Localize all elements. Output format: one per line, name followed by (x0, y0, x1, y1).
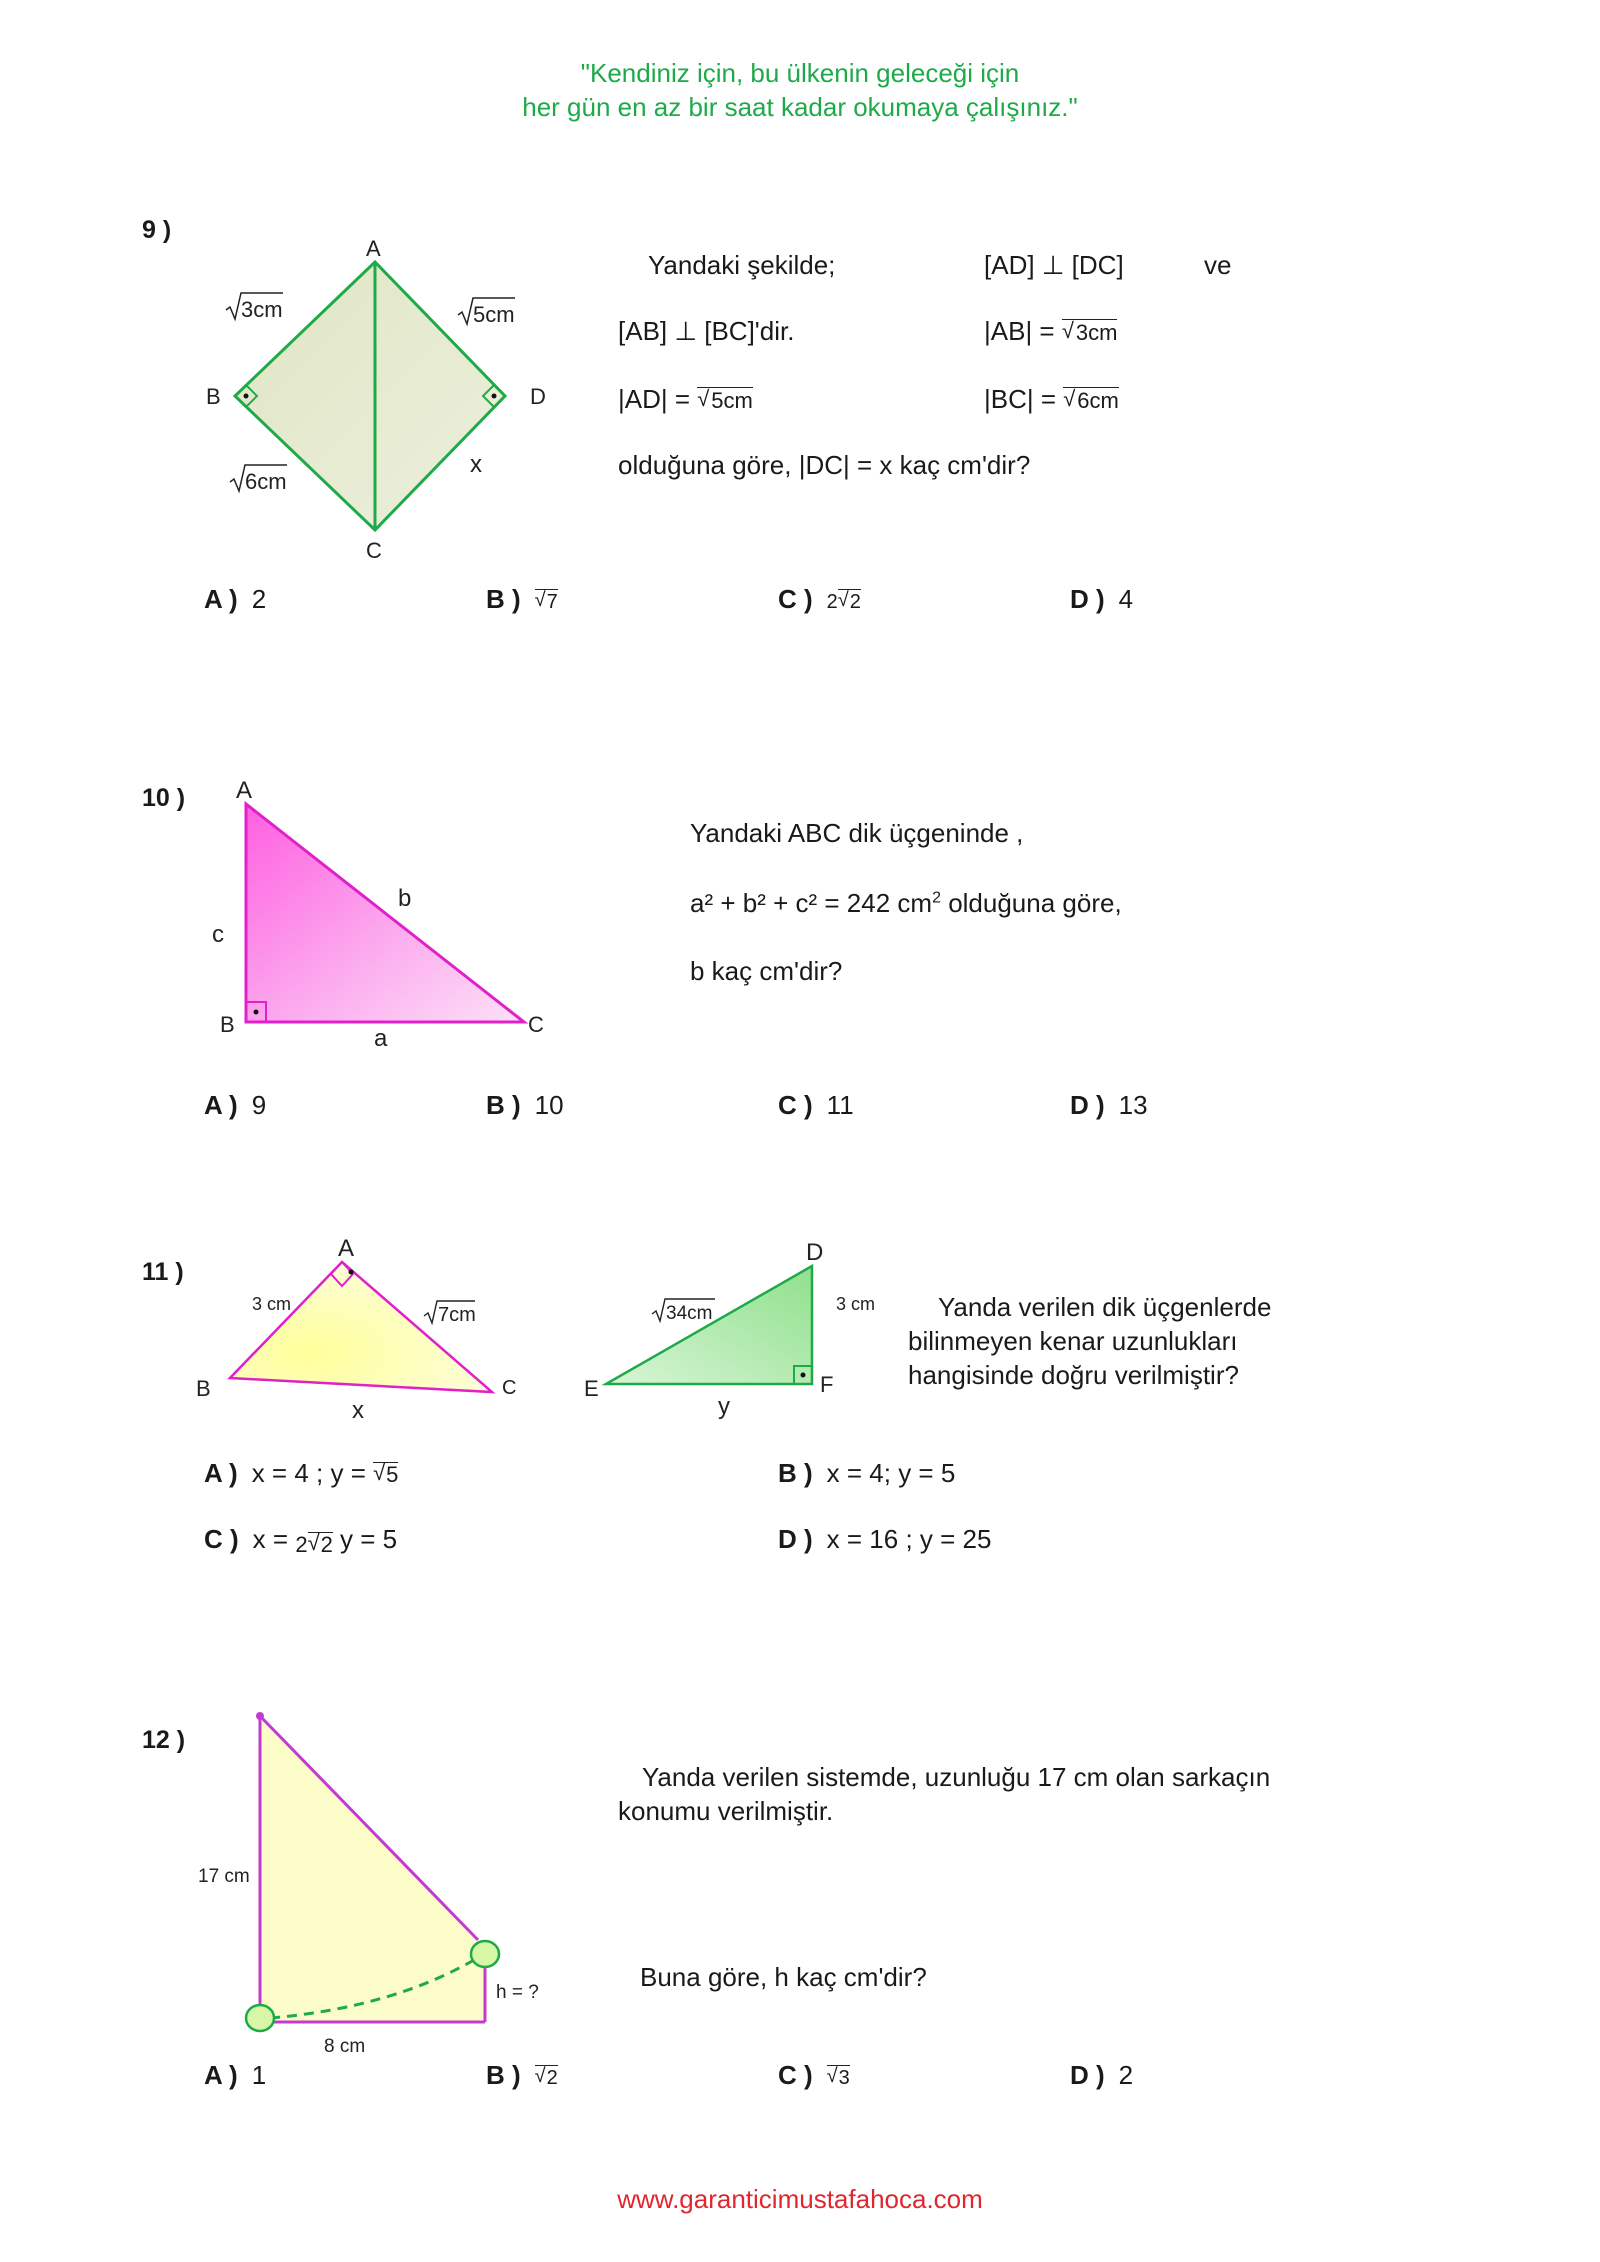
q10-option-d-value: 13 (1118, 1090, 1148, 1120)
q10-option-b-value: 10 (534, 1090, 564, 1120)
q10-text-3: b kaç cm'dir? (690, 956, 843, 986)
q9-option-a-value: 2 (251, 584, 267, 614)
q10-option-c[interactable] (778, 1090, 854, 1121)
q9-text-6-value: 5cm (711, 388, 753, 413)
q12-pivot (256, 1712, 264, 1720)
motto-line-1: "Kendiniz için, bu ülkenin geleceği için (580, 58, 1020, 88)
q9-text-5 (984, 316, 1117, 347)
q11-label-f: F (820, 1372, 834, 1397)
q11-label-a: A (338, 1235, 355, 1262)
q10-option-a[interactable] (204, 1090, 266, 1121)
q9-text-4: [AB] ⊥ [BC]'dir. (618, 316, 795, 346)
q9-option-c-radical: √ 2 (837, 589, 861, 613)
q9-option-d-letter: D ) (1070, 584, 1105, 614)
q10-option-b[interactable] (486, 1090, 564, 1121)
q10-option-a-letter: A ) (204, 1090, 238, 1120)
q9-option-c[interactable] (778, 584, 861, 615)
q9-label-a: A (366, 236, 381, 261)
q12-option-b-value: 2 (546, 2067, 558, 2089)
q10-option-b-letter: B ) (486, 1090, 521, 1120)
q10-right-angle-b-dot (254, 1010, 259, 1015)
q9-text-7-value: 6cm (1077, 388, 1119, 413)
question-12-number: 12 ) (142, 1726, 186, 1754)
question-11-number: 11 ) (142, 1258, 184, 1286)
q11-text-3: hangisinde doğru verilmiştir? (908, 1360, 1239, 1390)
q9-option-a[interactable] (204, 584, 266, 615)
q12-bob-rest (246, 2005, 274, 2031)
q9-text-6-prefix: |AD| = (618, 384, 698, 414)
q11-label-d: D (806, 1239, 824, 1266)
q9-option-b-value: 7 (546, 591, 558, 613)
q11-option-a-letter: A ) (204, 1458, 238, 1488)
q11-triangle-abc-shape (230, 1262, 492, 1392)
q11-option-c-letter: C ) (204, 1524, 239, 1554)
q10-text-2-sup: 2 (932, 889, 941, 907)
q11-option-a-radical: √ 5 (373, 1460, 399, 1487)
q9-right-angle-d-dot (492, 394, 497, 399)
q11-option-d-letter: D ) (778, 1524, 813, 1554)
q11-label-c: C (502, 1377, 517, 1399)
q11-label-b: B (196, 1376, 211, 1401)
q12-option-c-radical: √ 3 (826, 2065, 850, 2089)
q9-text-7 (984, 384, 1119, 415)
q9-text-6-radical: √ 5cm (697, 386, 753, 413)
question-9-number: 9 ) (142, 216, 172, 244)
q9-option-b[interactable] (486, 584, 558, 615)
q9-option-b-letter: B ) (486, 584, 521, 614)
q12-pendulum-area (260, 1716, 485, 2022)
q11-right-angle-a-dot (349, 1270, 354, 1275)
q10-label-c: C (528, 1012, 544, 1037)
q12-label-base: 8 cm (324, 2036, 366, 2057)
q12-text-1: Yanda verilen sistemde, uzunluğu 17 cm olan sarkaçın (642, 1762, 1271, 1792)
q11-option-c-tail: y = 5 (332, 1524, 398, 1554)
q10-label-a: A (236, 777, 253, 804)
q10-text-2 (690, 888, 1122, 919)
q11-text-1: Yanda verilen dik üçgenlerde (938, 1292, 1272, 1322)
q12-text-3: Buna göre, h kaç cm'dir? (640, 1962, 927, 1992)
q9-text-1: Yandaki şekilde; (648, 250, 836, 280)
q9-text-3: ve (1204, 250, 1232, 280)
q11-option-c-value: x = (252, 1524, 296, 1554)
q9-label-d: D (530, 384, 546, 409)
q9-text-5-value: 3cm (1075, 320, 1118, 345)
q11-triangle-def-figure (570, 1232, 900, 1432)
q11-option-a[interactable] (204, 1458, 398, 1489)
q9-option-c-letter: C ) (778, 584, 813, 614)
q11-option-b[interactable] (778, 1458, 955, 1489)
q12-option-c-letter: C ) (778, 2060, 813, 2090)
q10-triangle-figure (200, 770, 560, 1050)
q12-option-b[interactable] (486, 2060, 558, 2091)
question-10-number: 10 ) (142, 784, 186, 812)
q10-label-b: B (220, 1012, 235, 1037)
q10-text-2-main: a² + b² + c² = 242 cm (690, 888, 933, 918)
q11-label-de: 34cm (666, 1303, 713, 1324)
q10-text-1: Yandaki ABC dik üçgeninde , (690, 818, 1024, 848)
q10-option-d-letter: D ) (1070, 1090, 1105, 1120)
q11-option-b-value: x = 4; y = 5 (826, 1458, 956, 1488)
q11-option-c[interactable] (204, 1524, 397, 1555)
q11-option-b-letter: B ) (778, 1458, 813, 1488)
q11-label-ab: 3 cm (252, 1294, 292, 1314)
q9-option-c-value: 2 (849, 591, 861, 613)
q11-label-ac: 7cm (438, 1304, 476, 1326)
q12-option-a-letter: A ) (204, 2060, 238, 2090)
q10-option-a-value: 9 (251, 1090, 267, 1120)
q9-text-7-radical: √ 6cm (1063, 386, 1119, 413)
q11-option-c-radical: √ 2 (307, 1530, 333, 1557)
q9-option-d[interactable] (1070, 584, 1133, 615)
q9-option-c-coef: 2 (826, 591, 838, 613)
q9-text-5-prefix: |AB| = (984, 316, 1062, 346)
q11-option-a-value: x = 4 ; y = (251, 1458, 374, 1488)
q9-right-angle-b-dot (244, 394, 249, 399)
q12-option-c-value: 3 (838, 2067, 850, 2089)
q12-option-d[interactable] (1070, 2060, 1133, 2091)
q10-triangle-shape (246, 804, 524, 1022)
q10-text-2-tail: olduğuna göre, (940, 888, 1122, 918)
q11-label-y: y (718, 1393, 730, 1420)
q9-kite-figure (190, 228, 580, 568)
q11-option-d-value: x = 16 ; y = 25 (826, 1524, 992, 1554)
q11-option-c-rad: 2 (320, 1532, 333, 1557)
q12-option-d-value: 2 (1118, 2060, 1134, 2090)
q9-text-6 (618, 384, 753, 415)
q12-bob-swung (471, 1941, 499, 1967)
q11-option-a-rad: 5 (386, 1462, 399, 1487)
q12-option-b-letter: B ) (486, 2060, 521, 2090)
footer-website-link[interactable]: www.garanticimustafahoca.com (617, 2184, 983, 2214)
q12-label-length: 17 cm (198, 1866, 250, 1887)
motto-line-2: her gün en az bir saat kadar okumaya çalışınız." (522, 92, 1078, 122)
q11-label-e: E (584, 1376, 599, 1401)
q10-option-d[interactable] (1070, 1090, 1148, 1121)
q9-label-bc: 6cm (245, 469, 287, 494)
q9-text-5-radical: √ 3cm (1061, 318, 1118, 345)
q9-label-x: x (470, 451, 482, 478)
q11-triangle-def-shape (606, 1266, 812, 1384)
motto (0, 56, 1600, 124)
q9-label-c: C (366, 538, 382, 563)
q10-label-side-a: a (374, 1025, 388, 1050)
q11-option-c-coef: 2 (295, 1532, 308, 1557)
q12-option-c[interactable] (778, 2060, 850, 2091)
q12-option-b-radical: √ 2 (534, 2065, 558, 2089)
q9-option-b-radical: √ 7 (534, 589, 558, 613)
q9-option-a-letter: A ) (204, 584, 238, 614)
q11-triangle-abc-figure (190, 1232, 530, 1432)
q11-right-angle-f-dot (801, 1373, 806, 1378)
q11-option-d[interactable] (778, 1524, 991, 1555)
q11-text-2: bilinmeyen kenar uzunlukları (908, 1326, 1238, 1356)
q11-label-df: 3 cm (836, 1294, 876, 1314)
q9-option-d-value: 4 (1118, 584, 1134, 614)
q10-option-c-letter: C ) (778, 1090, 813, 1120)
q9-text-2: [AD] ⊥ [DC] (984, 250, 1124, 280)
q9-text-7-prefix: |BC| = (984, 384, 1064, 414)
q9-label-ad: 5cm (473, 302, 515, 327)
q12-option-a[interactable] (204, 2060, 266, 2091)
q10-label-side-b: b (398, 885, 412, 912)
q9-label-b: B (206, 384, 221, 409)
q11-label-x: x (352, 1397, 364, 1424)
q12-option-d-letter: D ) (1070, 2060, 1105, 2090)
q12-option-a-value: 1 (251, 2060, 267, 2090)
q12-pendulum-figure (190, 1700, 570, 2060)
q10-option-c-value: 11 (826, 1090, 854, 1120)
q12-text-2: konumu verilmiştir. (618, 1796, 834, 1826)
q10-label-side-c: c (212, 921, 224, 948)
q9-label-ab: 3cm (241, 297, 283, 322)
q12-label-h: h = ? (496, 1982, 539, 2003)
q9-text-8: olduğuna göre, |DC| = x kaç cm'dir? (618, 450, 1031, 480)
